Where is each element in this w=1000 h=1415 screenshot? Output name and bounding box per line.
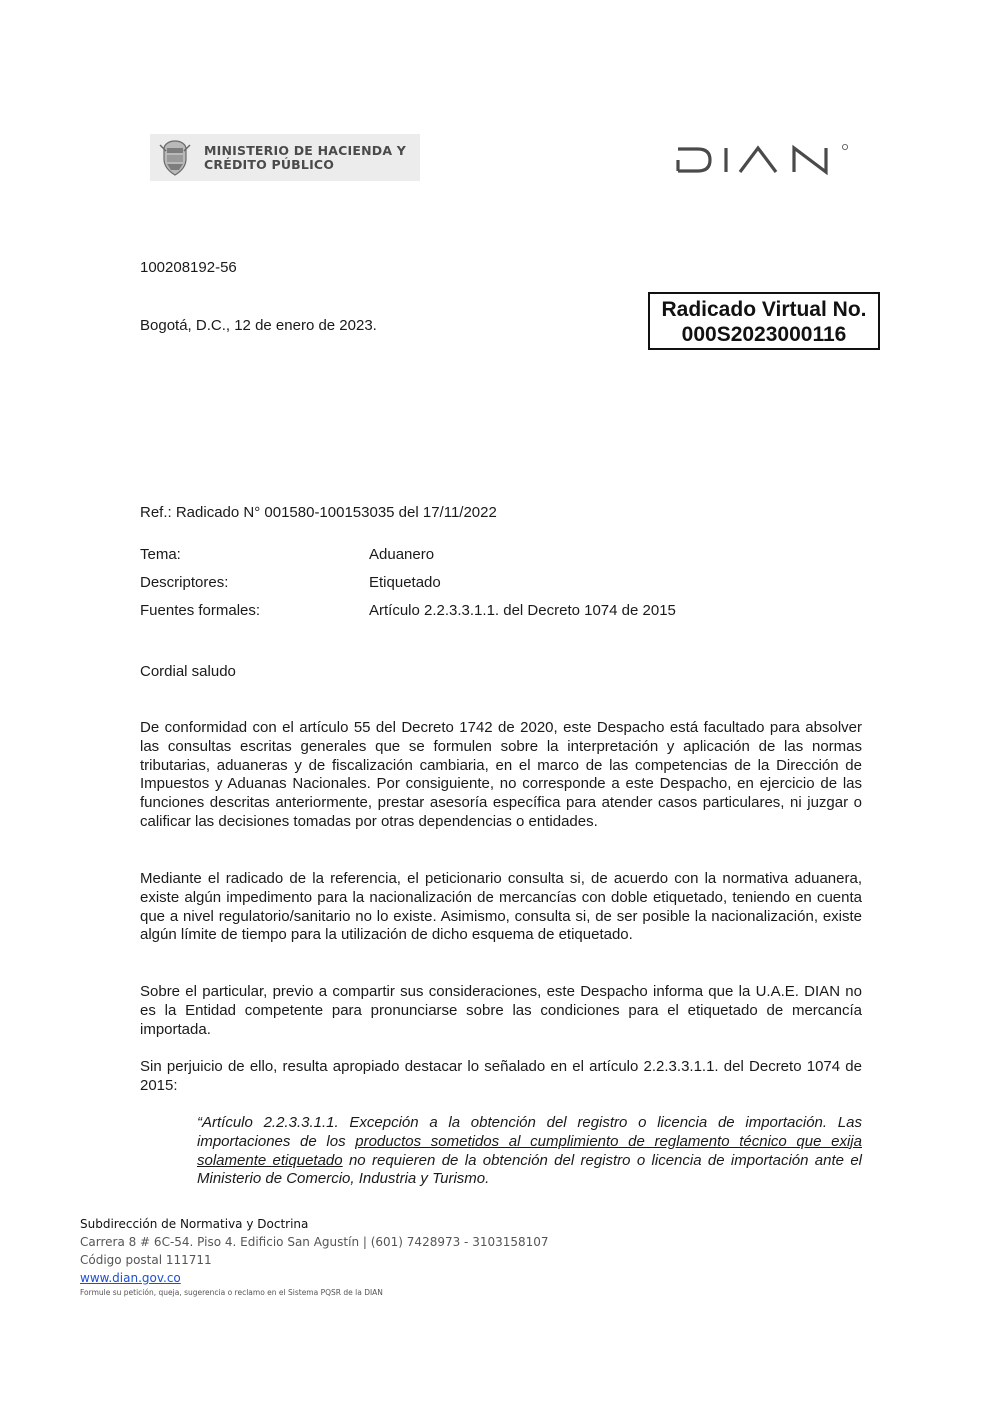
field-label: Descriptores: xyxy=(140,574,229,591)
field-label: Fuentes formales: xyxy=(140,602,261,619)
field-value: Artículo 2.2.3.3.1.1. del Decreto 1074 de 2015 xyxy=(369,602,676,619)
dian-wordmark-logo xyxy=(676,143,852,177)
footer-pqsr-note: Formule su petición, queja, sugerencia o reclamo en el Sistema PQSR de la DIAN xyxy=(80,1288,383,1297)
quote-text: “Artículo 2.2.3.3.1.1. Excepción a la obtención del registro o licencia de importación. Las importaciones de los xyxy=(197,1114,862,1150)
reference-line: Ref.: Radicado N° 001580-100153035 del 17/11/2022 xyxy=(140,504,497,521)
field-label: Tema: xyxy=(140,546,181,563)
ministry-logo xyxy=(150,134,420,181)
footer-address: Carrera 8 # 6C-54. Piso 4. Edificio San Agustín | (601) 7428973 - 3103158107 xyxy=(80,1235,549,1249)
footer xyxy=(80,1215,549,1299)
radicado-label: Radicado Virtual No. xyxy=(661,298,867,321)
footer-office: Subdirección de Normativa y Doctrina xyxy=(80,1217,309,1231)
body-paragraph: Sin perjuicio de ello, resulta apropiado destacar lo señalado en el artículo 2.2.3.3.1.1. del Decreto 1074 de 2015: xyxy=(140,1058,862,1094)
quote-text: no requieren de la obtención del registro o licencia de importación ante el Ministerio de Comercio, Industria y Turismo. xyxy=(197,1151,863,1188)
body-paragraph: Sobre el particular, previo a compartir sus consideraciones, este Despacho informa que la U.A.E. DIAN no es la Entidad competente para pronunciarse sobre las condiciones para el etiquetado de mercancía importada. xyxy=(140,983,862,1038)
body-paragraph: Mediante el radicado de la referencia, el peticionario consulta si, de acuerdo con la normativa aduanera, existe algún impedimento para la nacionalización de mercancías con doble etiquetado, teniendo en cuenta que a nivel regulatorio/sanitario no lo existe. Asimismo, consulta si, de ser posible la nacionalización, existe algún límite de tiempo para la utilización de dicho esquema de etiquetado. xyxy=(140,870,862,944)
quote-underlined-text: productos sometidos al cumplimiento de reglamento técnico que exija solamente etiquetado xyxy=(197,1132,862,1169)
colombia-coat-of-arms-icon xyxy=(158,139,192,177)
field-value: Etiquetado xyxy=(369,574,441,591)
greeting: Cordial saludo xyxy=(140,663,236,680)
ministry-logo-line2: CRÉDITO PÚBLICO xyxy=(204,156,335,172)
place-date: Bogotá, D.C., 12 de enero de 2023. xyxy=(140,317,377,334)
radicado-box xyxy=(648,292,880,350)
radicado-number: 000S2023000116 xyxy=(681,323,847,346)
body-paragraph: De conformidad con el artículo 55 del Decreto 1742 de 2020, este Despacho está facultado para absolver las consultas escritas generales que se formulen sobre la interpretación y aplicación de las normas tributarias, aduaneras y de fiscalización cambiaria, en el marco de las competencias de la Dirección de Impuestos y Aduanas Nacionales. Por consiguiente, no corresponde a este Despacho, en ejercicio de las funciones descritas anteriormente, prestar asesoría específica para atender casos particulares, ni juzgar o calificar las decisiones tomadas por otras dependencias o entidades. xyxy=(140,719,862,830)
document-number: 100208192-56 xyxy=(140,259,237,276)
field-value: Aduanero xyxy=(369,546,435,563)
legal-quote xyxy=(197,1114,862,1189)
footer-postal: Código postal 111711 xyxy=(80,1253,212,1267)
ministry-logo-line1: MINISTERIO DE HACIENDA Y xyxy=(204,142,407,158)
footer-website-link[interactable]: www.dian.gov.co xyxy=(80,1271,181,1285)
